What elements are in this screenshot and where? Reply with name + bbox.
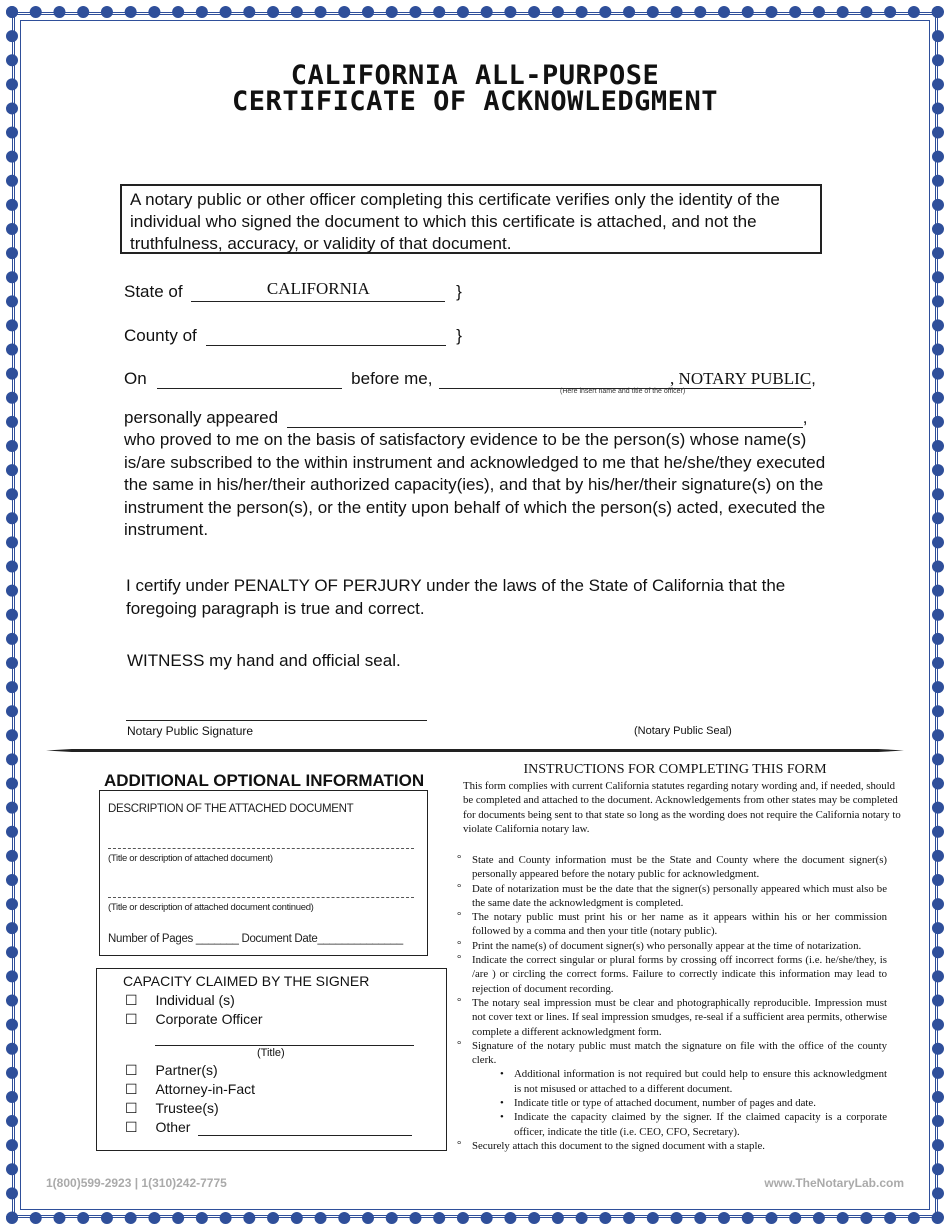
document-description-box [99,790,428,956]
acknowledgment-body: who proved to me on the basis of satisfactory evidence to be the person(s) whose name(s) is/are subscribed to the within instrument and acknowledged to me that he/she/they executed the same in his/her/their authorized capacity(ies), and that by his/her/their signature(s) on the instrument the person(s), or the entity upon behalf of which the person(s) acted, executed the instrument. [124,430,826,539]
checkbox-icon: ☐ [125,1011,138,1027]
seal-label: (Notary Public Seal) [634,725,732,737]
instruction-item: ° State and County information must be the State and County where the document signer(s) personally appeared before the notary public for acknowledgment. [454,853,887,882]
checkbox-icon: ☐ [125,1081,138,1097]
instruction-item: ° Date of notarization must be the date that the signer(s) personally appeared which must also be the same date the acknowledgment is completed. [454,882,887,911]
other-capacity-field[interactable] [198,1122,412,1136]
state-field[interactable] [191,281,445,302]
capacity-other[interactable] [125,1119,412,1136]
capacity-attorney-in-fact[interactable] [125,1081,255,1098]
appeared-label: personally appeared [124,408,279,427]
capacity-box [96,968,447,1151]
notarization-date-field[interactable] [157,371,342,389]
county-row [124,326,462,346]
form-title-line1: CALIFORNIA ALL-PURPOSE [290,60,660,91]
checkbox-icon: ☐ [125,1119,138,1135]
document-title-field[interactable] [108,848,414,849]
checkbox-icon: ☐ [125,992,138,1008]
document-title-continued-field[interactable] [108,897,414,898]
instruction-text: Signature of the notary public must match the signature on file with the office of the county clerk. [472,1039,887,1067]
capacity-label: Trustee(s) [155,1100,219,1116]
footer-website[interactable]: www.TheNotaryLab.com [764,1176,904,1190]
state-value: CALIFORNIA [266,279,370,298]
checkbox-icon: ☐ [125,1062,138,1078]
capacity-trustee[interactable] [125,1100,219,1117]
appeared-comma: , [802,408,808,427]
officer-title-caption: (Title) [257,1047,285,1059]
county-field[interactable] [206,328,446,346]
pages-date-row[interactable]: Number of Pages _______ Document Date______________ [108,933,403,945]
county-brace: } [456,326,462,345]
document-title-continued-caption: (Title or description of attached document continued) [108,902,314,913]
capacity-label: Individual (s) [155,992,235,1008]
instruction-item: ° Securely attach this document to the signed document with a staple. [454,1139,887,1153]
witness-statement: WITNESS my hand and official seal. [127,651,401,670]
date-officer-row [124,369,824,389]
on-label: On [124,369,147,388]
state-brace: } [456,282,462,301]
state-label: State of [124,282,183,301]
certify-statement: I certify under PENALTY OF PERJURY under the laws of the State of California that the foregoing paragraph is true and correct. [126,576,786,618]
instruction-item: ° Print the name(s) of document signer(s) who personally appear at the time of notarization. [454,939,887,953]
form-title-line2: CERTIFICATE OF ACKNOWLEDGMENT [232,86,718,117]
state-row [124,281,462,302]
capacity-label: Attorney-in-Fact [155,1081,256,1097]
officer-title: , NOTARY PUBLIC [670,369,812,388]
instruction-sub-item: • Indicate title or type of attached document, number of pages and date. [496,1096,887,1110]
instruction-item: ° The notary seal impression must be clear and photographically reproducible. Impression must not cover text or lines. If seal impression smudges, re-seal if a sufficient area permits, otherwise complete a different acknowledgment form. [454,996,887,1039]
instruction-sub-item: • Indicate the capacity claimed by the signer. If the claimed capacity is a corporate officer, indicate the title (i.e. CEO, CFO, Secretary). [496,1110,887,1139]
footer-phones: 1(800)599-2923 | 1(310)242-7775 [46,1176,227,1190]
signer-name-field[interactable] [287,410,803,428]
instruction-item [454,1039,887,1139]
capacity-heading: CAPACITY CLAIMED BY THE SIGNER [123,973,370,989]
capacity-individual[interactable] [125,992,235,1009]
document-title-caption: (Title or description of attached document) [108,853,273,864]
instruction-item: ° Indicate the correct singular or plural forms by crossing off incorrect forms (i.e. he/she/they, is /are ) or circling the correct forms. Failure to correctly indicate this information may lead to rejection of document recording. [454,953,887,996]
capacity-corporate-officer[interactable] [125,1011,263,1028]
capacity-partner[interactable] [125,1062,218,1079]
officer-title-field[interactable] [155,1045,414,1046]
officer-caption: (Here insert name and title of the officer) [560,388,686,395]
checkbox-icon: ☐ [125,1100,138,1116]
instructions-list [454,853,887,1153]
capacity-label: Partner(s) [155,1062,218,1078]
instruction-sub-item: • Additional information is not required but could help to ensure this acknowledgment is not misused or attached to a different document. [496,1067,887,1096]
signature-line[interactable] [126,720,427,721]
before-me-label: before me, [351,369,433,388]
description-heading: DESCRIPTION OF THE ATTACHED DOCUMENT [108,803,354,815]
capacity-label: Corporate Officer [155,1011,263,1027]
county-label: County of [124,326,197,345]
section-divider [46,749,904,752]
instructions-title: INSTRUCTIONS FOR COMPLETING THIS FORM [523,762,827,777]
disclaimer-box: A notary public or other officer completing this certificate verifies only the identity of the individual who signed the document to which this certificate is attached, and not the truthfulness, accuracy, or validity of that document. [120,184,822,254]
signature-label: Notary Public Signature [127,724,254,738]
instruction-item: ° The notary public must print his or her name as it appears within his or her commission followed by a comma and then your title (notary public). [454,910,887,939]
officer-comma: , [811,369,816,388]
additional-info-title: ADDITIONAL OPTIONAL INFORMATION [104,771,425,790]
instructions-intro: This form complies with current California statutes regarding notary wording and, if needed, should be completed and attached to the document. Acknowledgements from other states may be completed for documents being sent to that state so long as the wording does not require the California notary to violate California notary law. [463,780,901,835]
instruction-sub-list [496,1067,887,1138]
officer-name-field[interactable] [439,371,811,389]
capacity-label: Other [155,1119,191,1135]
appeared-row [124,408,824,428]
